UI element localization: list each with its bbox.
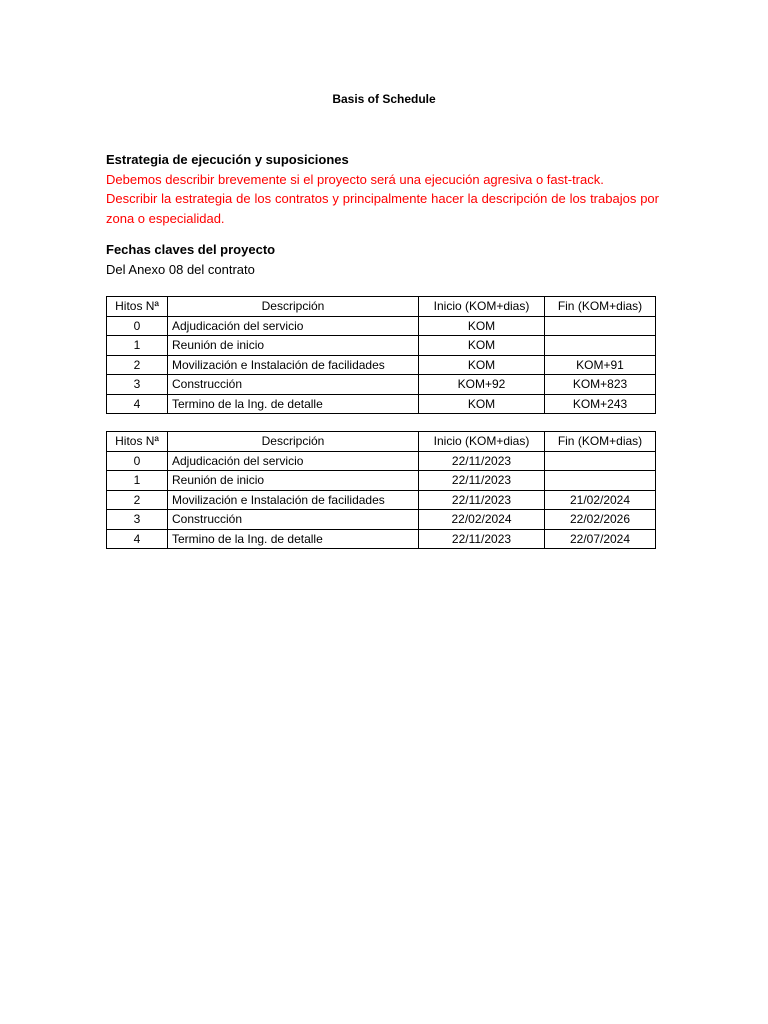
cell-inicio: KOM	[419, 394, 545, 414]
header-inicio: Inicio (KOM+dias)	[419, 432, 545, 452]
strategy-paragraph-1: Debemos describir brevemente si el proyecto será una ejecución agresiva o fast-track.	[106, 171, 604, 187]
cell-hito: 1	[107, 336, 168, 356]
key-dates-section	[106, 240, 659, 279]
table-row	[107, 529, 656, 549]
cell-fin	[545, 316, 656, 336]
cell-hito: 2	[107, 490, 168, 510]
cell-inicio: 22/02/2024	[419, 510, 545, 530]
cell-inicio: 22/11/2023	[419, 529, 545, 549]
header-hitos: Hitos Nª	[107, 297, 168, 317]
table-row	[107, 510, 656, 530]
key-dates-heading: Fechas claves del proyecto	[106, 242, 276, 257]
cell-fin	[545, 451, 656, 471]
strategy-paragraph-2: Describir la estrategia de los contratos y principalmente hacer la descripción de los trabajos por zona o especialidad.	[106, 191, 659, 226]
table-row	[107, 375, 656, 395]
header-descripcion: Descripción	[168, 432, 419, 452]
cell-inicio: 22/11/2023	[419, 451, 545, 471]
cell-inicio: KOM	[419, 355, 545, 375]
table-row	[107, 490, 656, 510]
header-descripcion: Descripción	[168, 297, 419, 317]
cell-inicio: 22/11/2023	[419, 471, 545, 491]
header-inicio: Inicio (KOM+dias)	[419, 297, 545, 317]
cell-fin: KOM+91	[545, 355, 656, 375]
table-row	[107, 471, 656, 491]
cell-descripcion: Adjudicación del servicio	[168, 451, 419, 471]
header-hitos: Hitos Nª	[107, 432, 168, 452]
cell-fin: 22/07/2024	[545, 529, 656, 549]
cell-descripcion: Reunión de inicio	[168, 336, 419, 356]
cell-descripcion: Construcción	[168, 375, 419, 395]
cell-fin	[545, 336, 656, 356]
table-header-row	[107, 432, 656, 452]
cell-descripcion: Movilización e Instalación de facilidades	[168, 355, 419, 375]
header-fin: Fin (KOM+dias)	[545, 432, 656, 452]
table-row	[107, 336, 656, 356]
cell-hito: 0	[107, 316, 168, 336]
cell-descripcion: Reunión de inicio	[168, 471, 419, 491]
cell-hito: 0	[107, 451, 168, 471]
cell-inicio: KOM	[419, 336, 545, 356]
cell-descripcion: Termino de la Ing. de detalle	[168, 529, 419, 549]
cell-descripcion: Termino de la Ing. de detalle	[168, 394, 419, 414]
cell-fin: 21/02/2024	[545, 490, 656, 510]
table-header-row	[107, 297, 656, 317]
cell-hito: 4	[107, 394, 168, 414]
milestones-table-kom	[106, 296, 656, 414]
cell-fin: 22/02/2026	[545, 510, 656, 530]
cell-hito: 3	[107, 510, 168, 530]
cell-fin: KOM+243	[545, 394, 656, 414]
cell-fin: KOM+823	[545, 375, 656, 395]
cell-hito: 1	[107, 471, 168, 491]
table-row	[107, 451, 656, 471]
strategy-heading: Estrategia de ejecución y suposiciones	[106, 152, 349, 167]
table-row	[107, 355, 656, 375]
table-row	[107, 316, 656, 336]
cell-inicio: KOM+92	[419, 375, 545, 395]
cell-inicio: 22/11/2023	[419, 490, 545, 510]
cell-descripcion: Construcción	[168, 510, 419, 530]
cell-descripcion: Adjudicación del servicio	[168, 316, 419, 336]
cell-fin	[545, 471, 656, 491]
key-dates-subtitle: Del Anexo 08 del contrato	[106, 261, 255, 277]
document-title: Basis of Schedule	[332, 92, 436, 106]
cell-hito: 3	[107, 375, 168, 395]
table-row	[107, 394, 656, 414]
milestones-table-dates	[106, 431, 656, 549]
cell-hito: 2	[107, 355, 168, 375]
strategy-section	[106, 150, 659, 228]
header-fin: Fin (KOM+dias)	[545, 297, 656, 317]
cell-inicio: KOM	[419, 316, 545, 336]
cell-descripcion: Movilización e Instalación de facilidades	[168, 490, 419, 510]
cell-hito: 4	[107, 529, 168, 549]
